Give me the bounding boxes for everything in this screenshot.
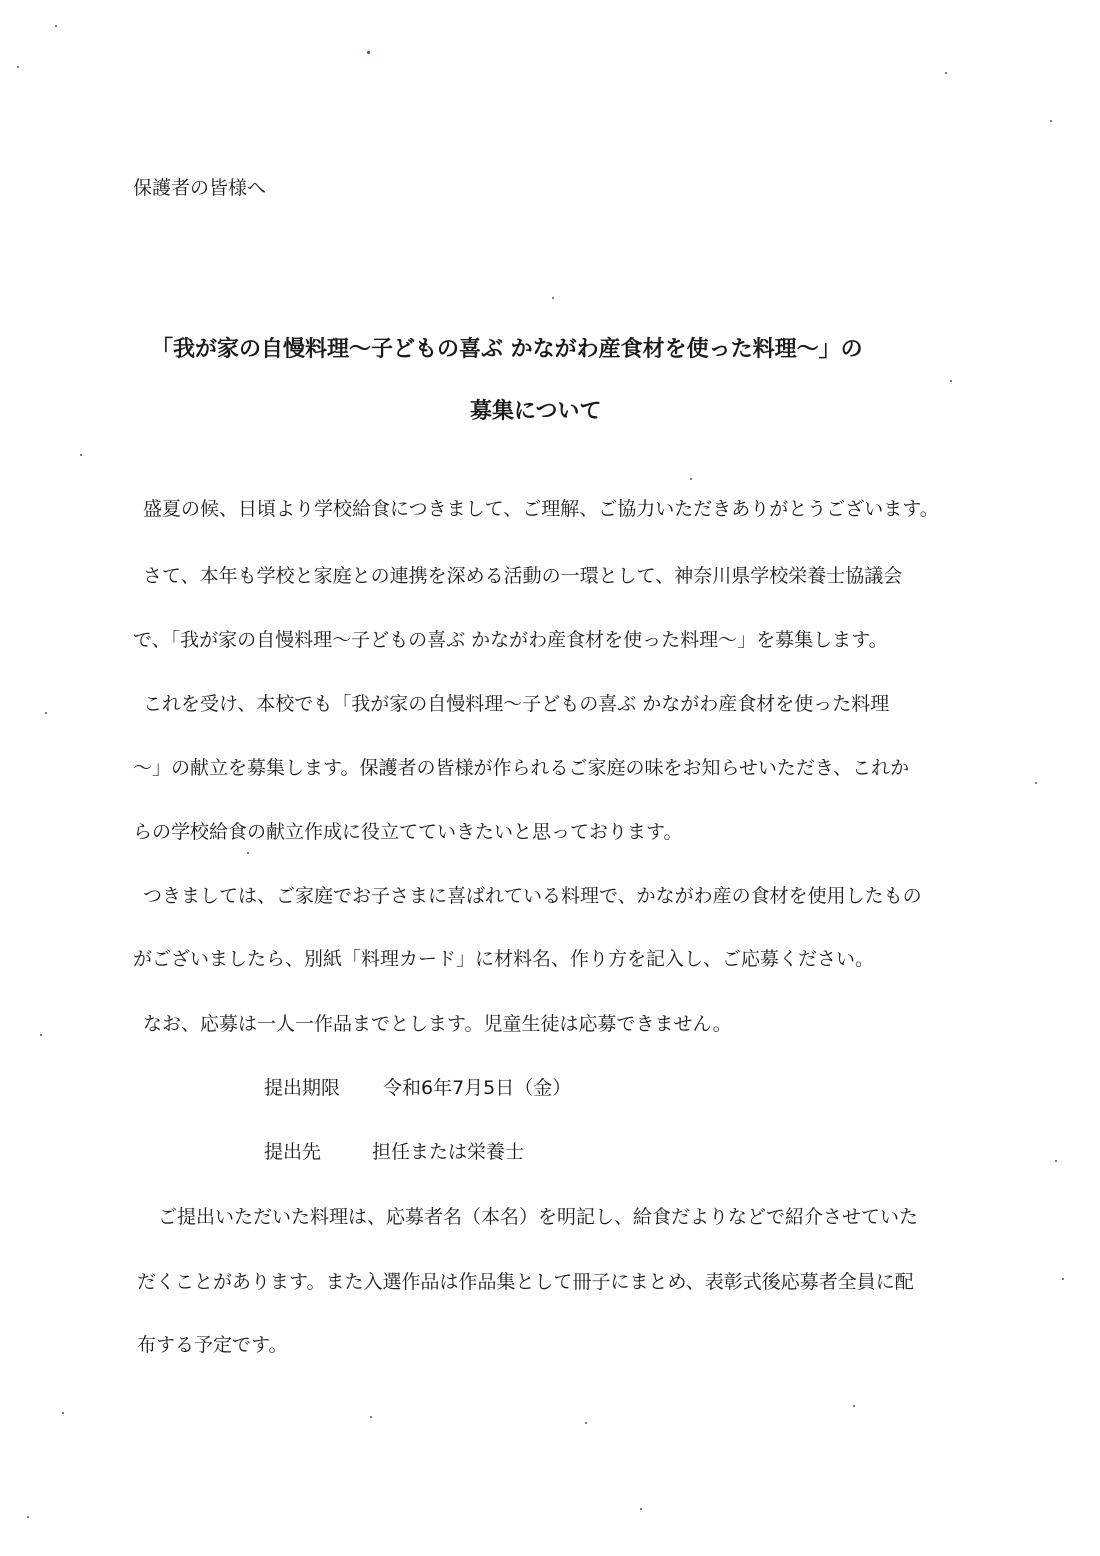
body-line: で、「我が家の自慢料理～子どもの喜ぶ かながわ産食材を使った料理～」を募集します。 (133, 629, 888, 651)
scan-speck (370, 1416, 372, 1418)
scan-speck (367, 51, 370, 54)
scan-speck (247, 852, 249, 854)
scan-speck (945, 72, 947, 74)
destination-value: 担任または栄養士 (372, 1141, 525, 1163)
scan-speck (690, 478, 692, 480)
scan-speck (17, 66, 19, 68)
scan-speck (55, 25, 57, 27)
body-line: これを受け、本校でも「我が家の自慢料理～子どもの喜ぶ かながわ産食材を使った料理 (143, 693, 890, 715)
scan-speck (27, 1516, 29, 1518)
scan-speck (853, 1405, 855, 1407)
scan-speck (640, 1508, 642, 1510)
body-line: らの学校給食の献立作成に役立てていきたいと思っております。 (133, 821, 683, 843)
scan-speck (552, 297, 554, 299)
scan-speck (585, 1422, 587, 1424)
closing-line: 布する予定です。 (137, 1334, 288, 1356)
scan-speck (80, 454, 82, 456)
scan-speck (45, 712, 47, 714)
body-line: なお、応募は一人一作品までとします。児童生徒は応募できません。 (143, 1013, 732, 1035)
title-line-1: 「我が家の自慢料理～子どもの喜ぶ かながわ産食材を使った料理～」の (151, 337, 863, 362)
body-line: ～」の献立を募集します。保護者の皆様が作られるご家庭の味をお知らせいただき、これか (133, 757, 910, 779)
addressee: 保護者の皆様へ (133, 177, 267, 199)
scan-speck (1050, 120, 1052, 122)
deadline-value: 令和6年7月5日（金） (383, 1077, 572, 1099)
deadline-label: 提出期限 (264, 1077, 341, 1099)
body-line: 盛夏の候、日頃より学校給食につきまして、ご理解、ご協力いただきありがとうございます。 (143, 498, 939, 520)
body-line: がございましたら、別紙「料理カード」に材料名、作り方を記入し、ご応募ください。 (133, 948, 875, 970)
destination-label: 提出先 (264, 1141, 322, 1163)
scan-speck (950, 380, 952, 382)
scan-speck (1055, 1160, 1057, 1162)
closing-line: だくことがあります。また入選作品は作品集として冊子にまとめ、表彰式後応募者全員に配 (137, 1271, 914, 1293)
scan-speck (1035, 782, 1037, 784)
scan-speck (62, 1412, 64, 1414)
scan-speck (40, 1034, 42, 1036)
body-line: つきましては、ご家庭でお子さまに喜ばれている料理で、かながわ産の食材を使用したもの (143, 885, 922, 907)
title-line-2: 募集について (470, 399, 602, 424)
closing-line: ご提出いただいた料理は、応募者名（本名）を明記し、給食だよりなどで紹介させていた (158, 1206, 919, 1228)
body-line: さて、本年も学校と家庭との連携を深める活動の一環として、神奈川県学校栄養士協議会 (143, 565, 903, 587)
scan-speck (1062, 1278, 1064, 1280)
